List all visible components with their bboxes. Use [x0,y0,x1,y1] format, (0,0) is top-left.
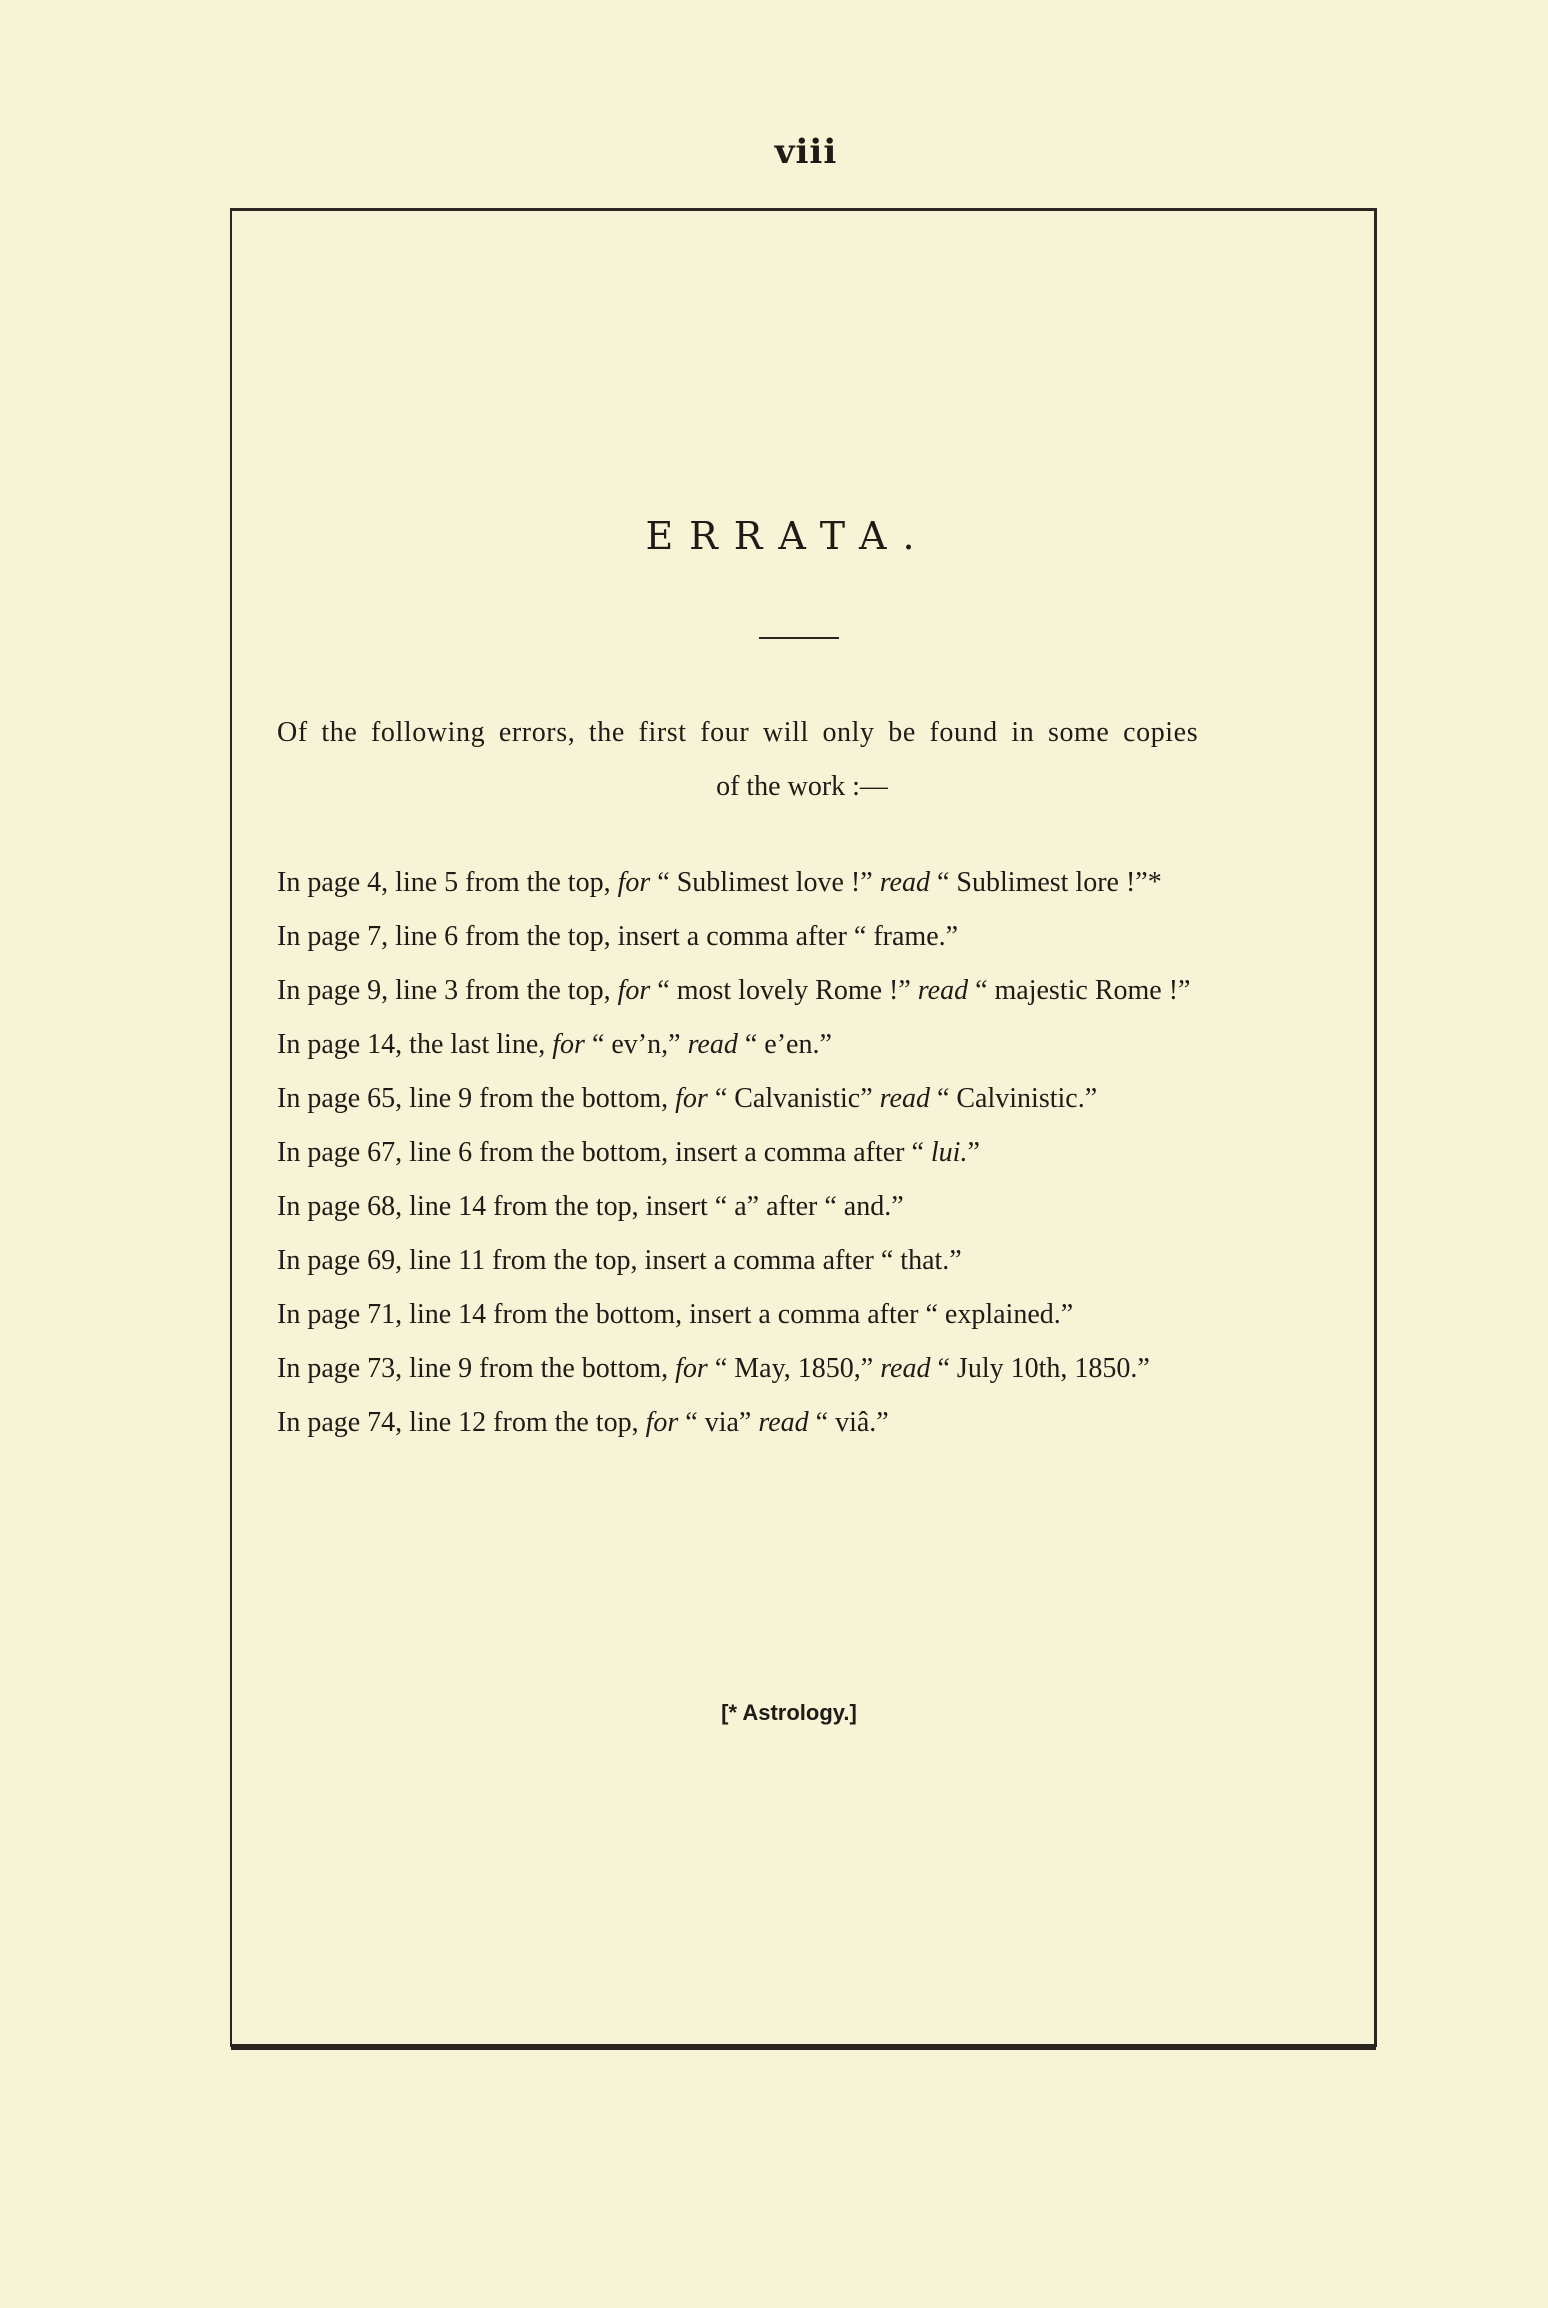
entry-text: In page 9, line 3 from the top, [277,975,618,1006]
title-divider [759,637,839,639]
entry-text: “ most lovely Rome !” [650,975,918,1006]
entry-text: In page 71, line 14 from the bottom, insert a comma after “ explained.” [277,1299,1074,1330]
entry-text: In page 73, line 9 from the bottom, [277,1353,676,1384]
entry-italic: for [675,1353,708,1384]
intro-line-1: Of the following errors, the first four will only be found in some copies [277,717,1199,748]
page-title: ERRATA. [645,514,931,558]
entry-italic: for [645,1407,679,1438]
entry-text: In page 4, line 5 from the top, [277,867,618,898]
entry-italic: read [687,1029,738,1060]
entry-text: “ via” [678,1407,759,1438]
footnote: [* Astrology.] [721,1700,857,1725]
errata-entry [277,964,1332,1018]
entry-text: “ Calvinistic.” [929,1083,1098,1114]
entry-text: In page 7, line 6 from the top, insert a comma after “ frame.” [277,921,959,952]
entry-italic: read [879,1083,930,1114]
entry-italic: lui. [930,1137,968,1168]
entry-text: “ Calvanistic” [707,1083,880,1114]
intro-paragraph [277,706,1327,814]
entry-text: “ May, 1850,” [707,1353,881,1384]
intro-line-2: of the work :— [716,771,888,802]
entry-text: “ Sublimest lore !”* [929,867,1162,898]
entry-text: “ e’en.” [737,1029,832,1060]
errata-entry [277,1288,1332,1342]
errata-entry [277,1018,1332,1072]
entry-text: “ viâ.” [808,1407,889,1438]
errata-entry [277,910,1332,964]
entry-text: In page 74, line 12 from the top, [277,1407,646,1438]
errata-list [277,856,1332,1450]
entry-italic: for [617,867,651,898]
entry-text: “ Sublimest love !” [650,867,880,898]
entry-italic: for [552,1029,585,1060]
errata-entry [277,1342,1332,1396]
entry-text: In page 67, line 6 from the bottom, insert a comma after “ [277,1137,931,1168]
page-number: viii [774,132,838,172]
entry-text: In page 14, the last line, [277,1029,553,1060]
errata-entry [277,1126,1332,1180]
errata-entry [277,1234,1332,1288]
entry-text: In page 68, line 14 from the top, insert “ a” after “ and.” [277,1191,904,1222]
entry-text: “ majestic Rome !” [968,975,1191,1006]
entry-text: “ ev’n,” [584,1029,688,1060]
entry-text: ” [967,1137,980,1168]
entry-italic: read [880,1353,931,1384]
entry-italic: for [675,1083,708,1114]
entry-italic: for [617,975,651,1006]
entry-italic: read [917,975,969,1006]
errata-entry [277,856,1332,910]
entry-text: “ July 10th, 1850.” [930,1353,1150,1384]
errata-entry [277,1396,1332,1450]
entry-text: In page 65, line 9 from the bottom, [277,1083,676,1114]
entry-italic: read [879,867,930,898]
errata-entry [277,1072,1332,1126]
errata-entry [277,1180,1332,1234]
entry-italic: read [758,1407,809,1438]
entry-text: In page 69, line 11 from the top, insert a comma after “ that.” [277,1245,962,1276]
